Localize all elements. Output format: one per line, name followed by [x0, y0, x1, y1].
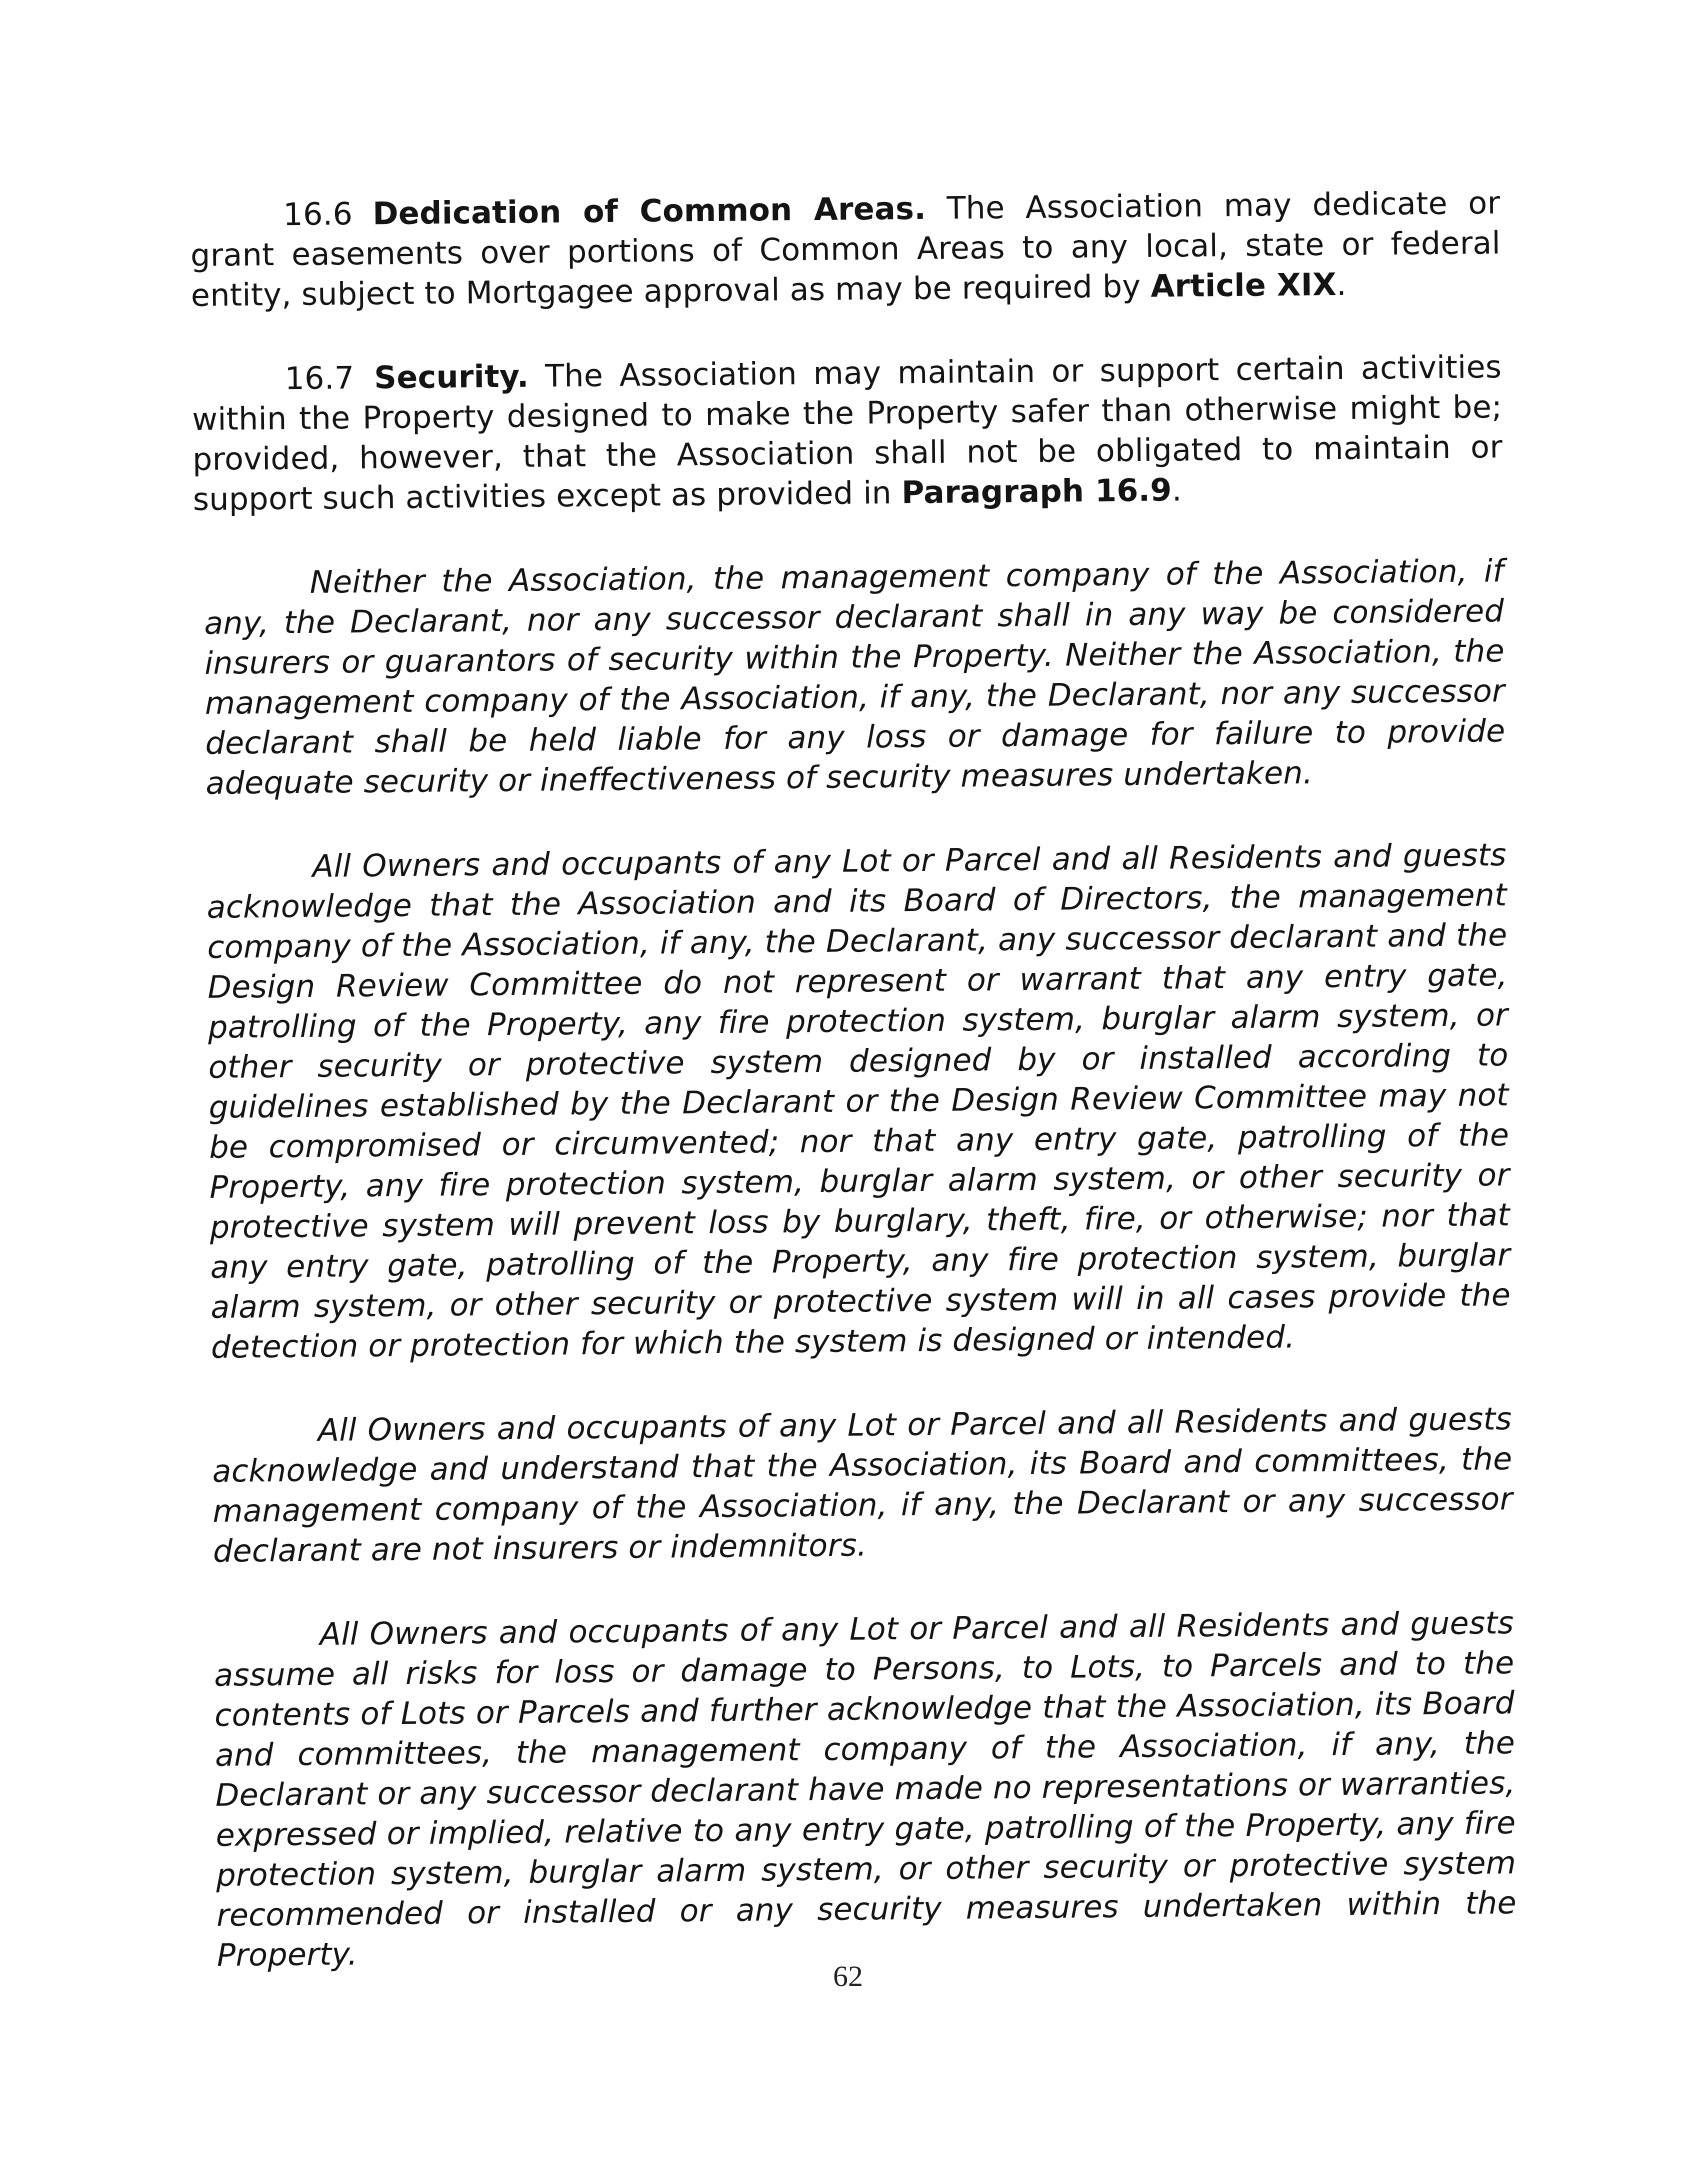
section-16-6: [190, 183, 1501, 316]
acknowledgement-paragraph: All Owners and occupants of any Lot or Parcel and all Residents and guests acknowledge that the Association and its Board of Directors, the management company of the Association, if any, the Declarant, any successor declarant and the Design Review Committee do not represent or warrant that any entry gate, patrolling of the Property, any fire protection system, burglar alarm system, or other security or protective system designed by or installed according to guidelines established by the Declarant or the Design Review Committee may not be compromised or circumvented; nor that any entry gate, patrolling of the Property, any fire protection system, burglar alarm system, or other security or protective system will prevent loss by burglary, theft, fire, or otherwise; nor that any entry gate, patrolling of the Property, any fire protection system, burglar alarm system, or other security or protective system will in all cases provide the detection or protection for which the system is designed or intended.: [206, 837, 1511, 1366]
disclaimer-paragraph: Neither the Association, the management company of the Association, if any, the Declarant, nor any successor declarant shall in any way be considered insurers or guarantors of security within the Property. Neither the Association, the management company of the Association, if any, the Declarant, nor any successor declarant shall be held liable for any loss or damage for failure to provide adequate security or ineffectiveness of security measures undertaken.: [203, 553, 1506, 802]
assumption-of-risk-paragraph: All Owners and occupants of any Lot or Parcel and all Residents and guests assume all risks for loss or damage to Persons, to Lots, to Parcels and to the contents of Lots or Parcels and further acknowledge that the Association, its Board and committees, the management company of the Association, if any, the Declarant or any successor declarant have made no representations or warranties, expressed or implied, relative to any entry gate, patrolling of the Property, any fire protection system, burglar alarm system, or other security or protective system recommended or installed or any security measures undertaken within the Property.: [214, 1605, 1517, 1974]
section-number: 16.6: [283, 196, 353, 234]
page-number: 62: [833, 1960, 863, 1993]
section-heading: Dedication of Common Areas.: [372, 190, 927, 233]
section-text: The Association may maintain or support certain activities within the Property designed to make the Property safer than otherwise might be; provided, however, that the Association shall not be obligated to maintain or support such activities except as provided in: [191, 349, 1503, 518]
page-body: [190, 183, 1517, 2019]
section-punctuation: .: [1171, 472, 1183, 509]
non-insurer-paragraph: All Owners and occupants of any Lot or Parcel and all Residents and guests acknowledge and understand that the Association, its Board and committees, the management company of the Association, if any, the Declarant or any successor declarant are not insurers or indemnitors.: [212, 1401, 1513, 1570]
section-16-7: [192, 347, 1503, 520]
section-text: The Association may dedicate or grant easements over portions of Common Areas to any local, state or federal entity, subject to Mortgagee approval as may be required by: [190, 185, 1501, 314]
section-punctuation: .: [1336, 266, 1347, 303]
section-number: 16.7: [284, 360, 355, 398]
cross-reference: Article XIX: [1150, 266, 1337, 305]
section-heading: Security.: [374, 358, 529, 397]
cross-reference: Paragraph 16.9: [901, 472, 1173, 512]
